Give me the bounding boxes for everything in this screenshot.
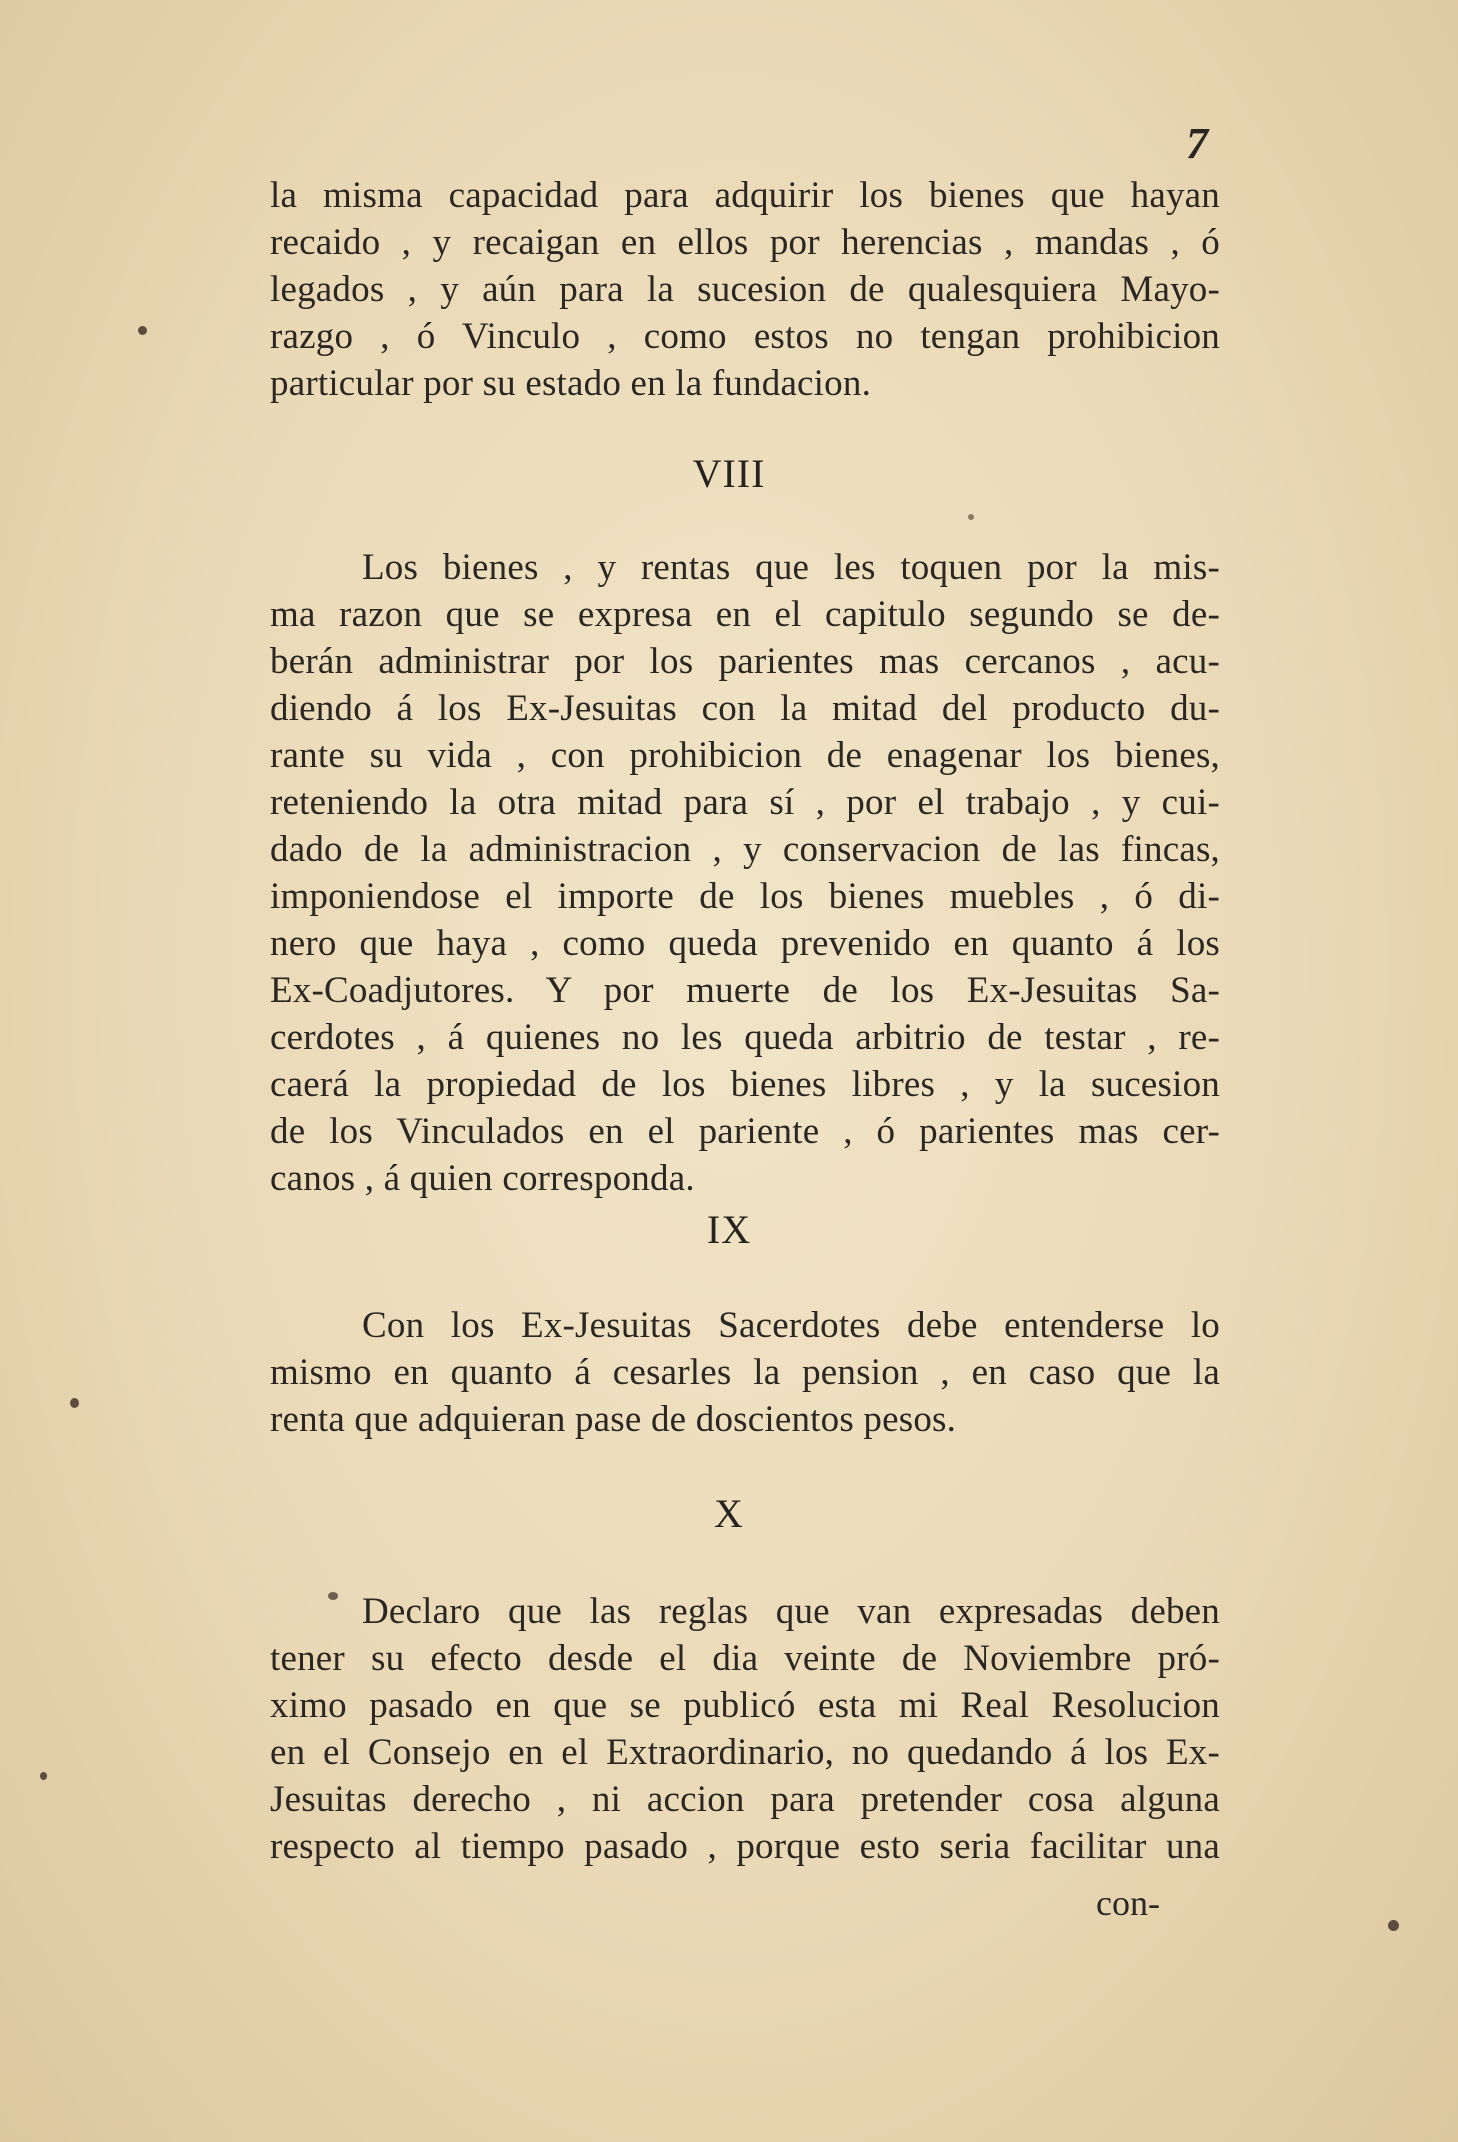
text-line: Jesuitas derecho , ni accion para pretender cosa alguna [270,1779,1220,1820]
text-line: tener su efecto desde el dia veinte de Noviembre pró- [270,1638,1220,1679]
text-line: particular por su estado en la fundacion. [270,363,872,404]
text-line: nero que haya , como queda prevenido en quanto á los [270,923,1220,964]
page-number: 7 [1186,119,1208,168]
section-heading-ix: IX [706,1207,752,1252]
text-line: legados , y aún para la sucesion de qualesquiera Mayo- [270,269,1220,310]
text-line: Declaro que las reglas que van expresadas deben [362,1591,1220,1632]
paper-speck [138,326,147,335]
text-line: imponiendose el importe de los bienes muebles , ó di- [270,876,1220,917]
text-line: Los bienes , y rentas que les toquen por la mis- [362,547,1220,588]
text-line: de los Vinculados en el pariente , ó parientes mas cer- [270,1111,1220,1152]
text-line: diendo á los Ex-Jesuitas con la mitad del producto du- [270,688,1220,729]
text-line: berán administrar por los parientes mas cercanos , acu- [270,641,1220,682]
text-line: renta que adquieran pase de doscientos pesos. [270,1399,957,1440]
catchword: con- [1096,1883,1160,1923]
text-line: canos , á quien corresponda. [270,1158,695,1199]
paragraph-ix [270,1302,1220,1443]
text-line: mismo en quanto á cesarles la pension , en caso que la [270,1352,1220,1393]
paper-speck [328,1592,338,1600]
section-heading-viii: VIII [692,451,766,496]
text-line: la misma capacidad para adquirir los bienes que hayan [270,175,1220,216]
paper-speck [968,514,974,520]
text-line: caerá la propiedad de los bienes libres , y la sucesion [270,1064,1220,1105]
paper-speck [40,1772,47,1780]
paragraph-continuation [270,172,1220,407]
text-line: respecto al tiempo pasado , porque esto seria facilitar una [270,1826,1220,1867]
text-line: rante su vida , con prohibicion de enagenar los bienes, [270,735,1220,776]
text-line: cerdotes , á quienes no les queda arbitrio de testar , re- [270,1017,1220,1058]
section-heading-x: X [714,1491,744,1536]
text-line: ximo pasado en que se publicó esta mi Real Resolucion [270,1685,1220,1726]
text-line: en el Consejo en el Extraordinario, no quedando á los Ex- [270,1732,1220,1773]
text-line: recaido , y recaigan en ellos por herencias , mandas , ó [270,222,1220,263]
paragraph-viii [270,544,1220,1202]
text-line: reteniendo la otra mitad para sí , por el trabajo , y cui- [270,782,1220,823]
text-line: ma razon que se expresa en el capitulo segundo se de- [270,594,1220,635]
paper-speck [1388,1920,1399,1931]
text-line: Con los Ex-Jesuitas Sacerdotes debe entenderse lo [362,1305,1220,1346]
text-line: dado de la administracion , y conservacion de las fincas, [270,829,1220,870]
text-line: Ex-Coadjutores. Y por muerte de los Ex-Jesuitas Sa- [270,970,1220,1011]
text-line: razgo , ó Vinculo , como estos no tengan prohibicion [270,316,1220,357]
paragraph-x [270,1588,1220,1870]
paper-speck [70,1398,79,1408]
